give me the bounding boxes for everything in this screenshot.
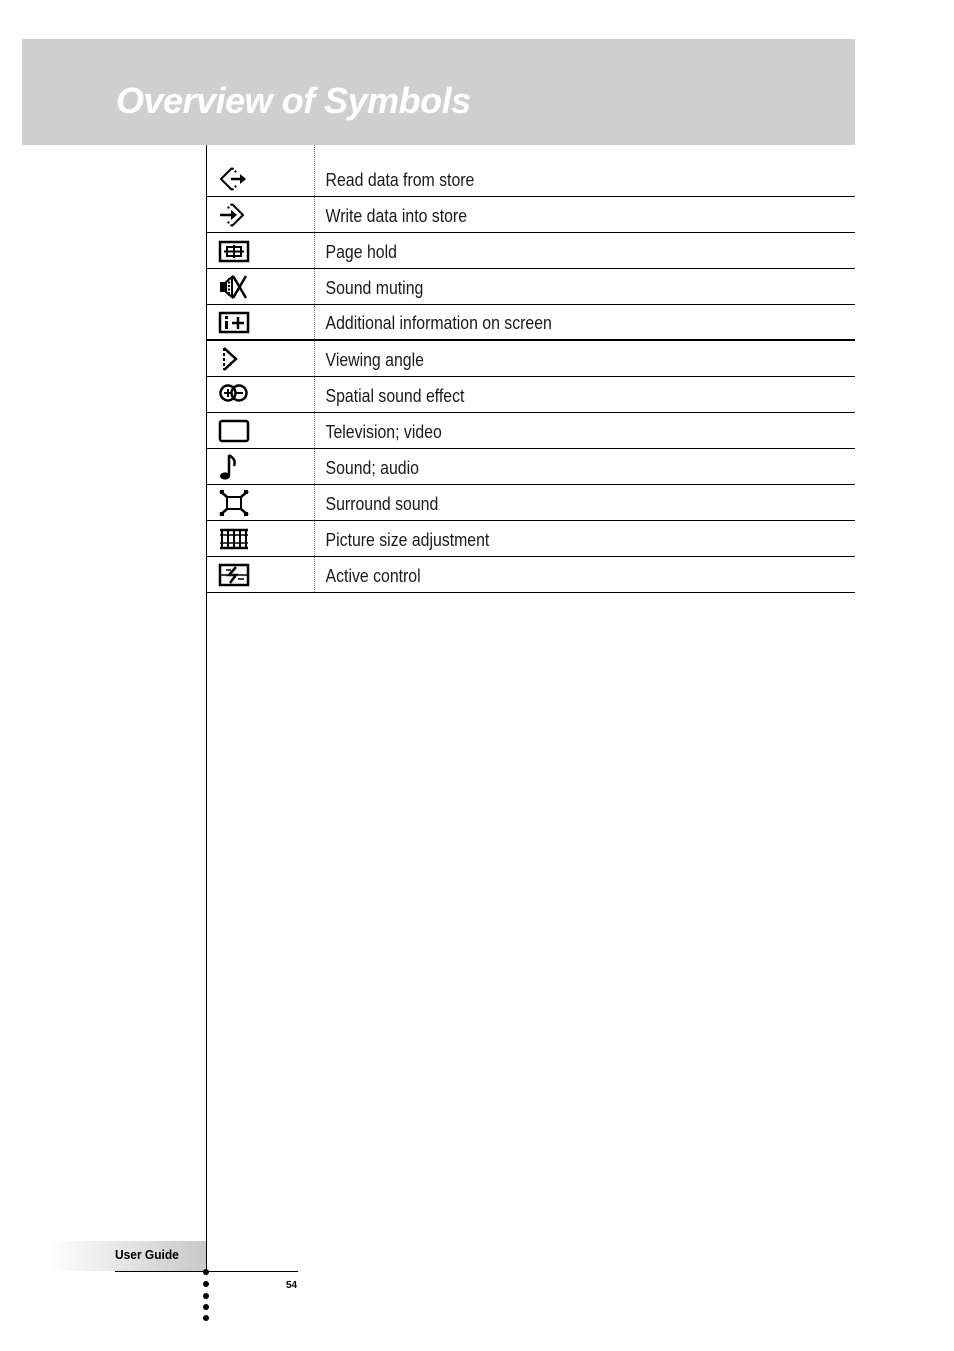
table-row	[207, 449, 855, 485]
footer-label: User Guide	[115, 1247, 179, 1262]
symbol-label: Additional information on screen	[325, 313, 552, 333]
write-into-store-icon	[218, 201, 250, 229]
decorative-dot	[203, 1293, 209, 1299]
table-row	[207, 145, 855, 197]
symbol-label: Viewing angle	[325, 350, 424, 370]
surround-sound-icon	[218, 489, 250, 517]
symbol-label: Page hold	[325, 242, 397, 262]
picture-size-icon	[218, 525, 250, 553]
active-control-icon	[218, 561, 250, 589]
decorative-dot	[203, 1304, 209, 1310]
table-row	[207, 233, 855, 269]
page-hold-icon	[218, 237, 250, 265]
symbol-label: Surround sound	[325, 494, 439, 514]
symbol-label: Read data from store	[325, 170, 475, 190]
television-icon	[218, 417, 250, 445]
table-row	[207, 377, 855, 413]
symbol-label: Picture size adjustment	[325, 530, 490, 550]
read-from-store-icon	[218, 165, 250, 193]
table-row	[207, 485, 855, 521]
symbol-label: Spatial sound effect	[325, 386, 465, 406]
page-title: Overview of Symbols	[116, 80, 471, 121]
viewing-angle-icon	[218, 345, 250, 373]
table-row	[207, 413, 855, 449]
table-row	[207, 521, 855, 557]
table-row	[207, 197, 855, 233]
table-row	[207, 305, 855, 341]
table-row	[207, 341, 855, 377]
symbol-table	[207, 145, 855, 593]
table-row	[207, 557, 855, 593]
symbol-label: Active control	[325, 566, 421, 586]
spatial-sound-icon	[218, 381, 250, 409]
decorative-dot	[203, 1281, 209, 1287]
page-number: 54	[286, 1280, 298, 1291]
table-row	[207, 269, 855, 305]
sound-mute-icon	[218, 273, 250, 301]
info-on-screen-icon	[218, 308, 250, 336]
symbol-label: Write data into store	[325, 206, 468, 226]
symbol-label: Sound muting	[325, 278, 424, 298]
decorative-dot	[203, 1315, 209, 1321]
symbol-label: Television; video	[325, 422, 442, 442]
music-note-icon	[218, 453, 250, 481]
decorative-dot	[203, 1269, 209, 1275]
symbol-label: Sound; audio	[325, 458, 419, 478]
